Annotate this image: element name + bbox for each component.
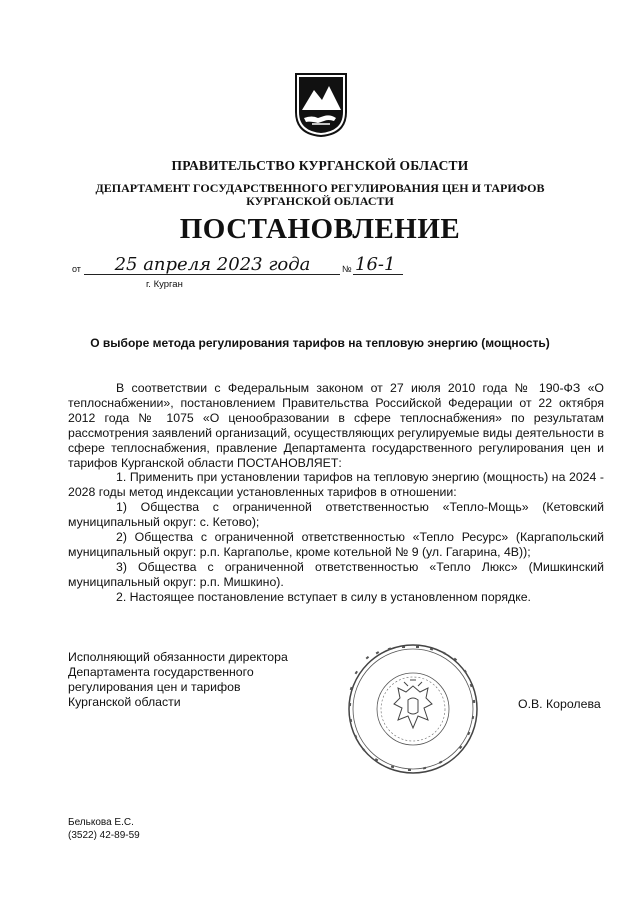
number-label: №	[342, 264, 352, 274]
date-number-row	[72, 254, 396, 280]
document-number: 16-1	[355, 254, 396, 275]
from-label: от	[72, 264, 81, 274]
preamble-paragraph: В соответствии с Федеральным законом от 27 июля 2010 года № 190-ФЗ «О теплоснабжении», постановлением Правительства Российской Федерации от 22 октября 2012 года № 1075 «О ценообразовании в сфере теплоснабжения» по результатам рассмотрения заявлений организаций, осуществляющих регулируемые виды деятельности в сфере теплоснабжения, правление Департамента государственного регулирования цен и тарифов Курганской области ПОСТАНОВЛЯЕТ:	[68, 381, 604, 470]
coat-of-arms-icon	[294, 72, 348, 138]
signatory-position	[68, 650, 288, 710]
date-underline	[84, 274, 340, 275]
official-seal-icon	[346, 642, 480, 776]
item-1-2: 2) Общества с ограниченной ответственностью «Тепло Ресурс» (Каргапольский муниципальный округ: р.п. Каргаполье, кроме котельной № 9 (ул. Гагарина, 4В));	[68, 530, 604, 559]
item-1: 1. Применить при установлении тарифов на тепловую энергию (мощность) на 2024 - 2028 годы метод индексации установленных тарифов в отношении:	[68, 470, 604, 500]
position-line: Курганской области	[68, 695, 181, 709]
executor-footer	[68, 816, 140, 842]
item-2: 2. Настоящее постановление вступает в силу в установленном порядке.	[116, 589, 531, 604]
number-underline	[353, 274, 403, 275]
executor-name: Белькова Е.С.	[68, 817, 134, 828]
department-title: ДЕПАРТАМЕНТ ГОСУДАРСТВЕННОГО РЕГУЛИРОВАНИЯ ЦЕН И ТАРИФОВ КУРГАНСКОЙ ОБЛАСТИ	[95, 181, 545, 208]
position-line: Исполняющий обязанности директора	[68, 650, 288, 664]
position-line: Департамента государственного	[68, 665, 254, 679]
signatory-name: О.В. Королева	[518, 697, 601, 711]
government-title: ПРАВИТЕЛЬСТВО КУРГАНСКОЙ ОБЛАСТИ	[171, 158, 469, 173]
document-subject: О выборе метода регулирования тарифов на тепловую энергию (мощность)	[90, 336, 550, 350]
item-1-3: 3) Общества с ограниченной ответственностью «Тепло Люкс» (Мишкинский муниципальный округ: р.п. Мишкино).	[68, 559, 604, 589]
item-1-1: 1) Общества с ограниченной ответственностью «Тепло-Мощь» (Кетовский муниципальный округ: с. Кетово);	[68, 500, 604, 530]
position-line: регулирования цен и тарифов	[68, 680, 241, 694]
document-body	[68, 381, 604, 605]
document-type-title: ПОСТАНОВЛЕНИЕ	[179, 213, 461, 245]
executor-phone: (3522) 42-89-59	[68, 830, 140, 841]
city: г. Курган	[146, 279, 183, 290]
document-date: 25 апреля 2023 года	[114, 254, 311, 275]
